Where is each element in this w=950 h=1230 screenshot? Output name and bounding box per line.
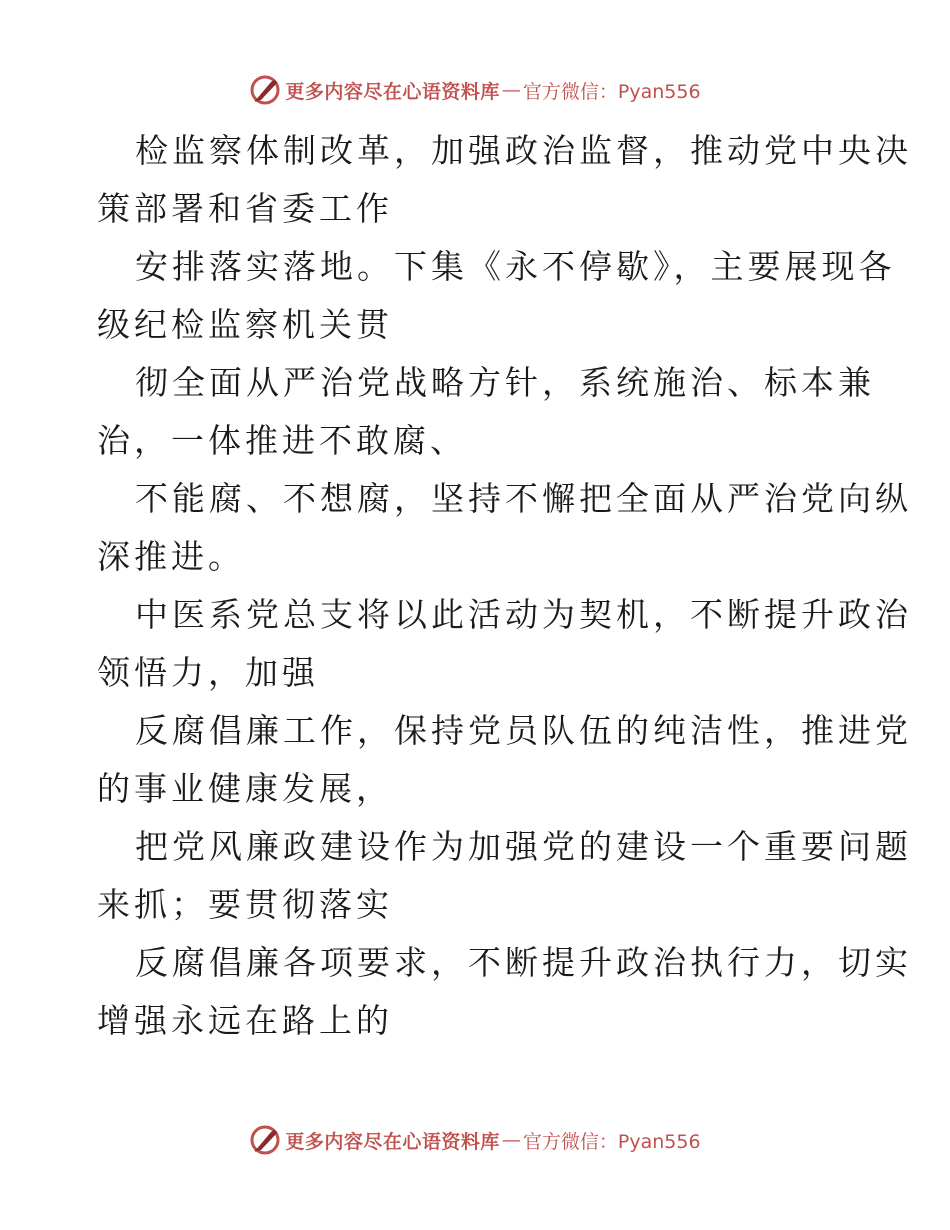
paragraph-line: 级纪检监察机关贯	[97, 305, 393, 344]
paragraph-line: 深推进。	[97, 537, 245, 576]
paragraph-line: 中医系党总支将以此活动为契机，不断提升政治	[135, 595, 912, 634]
paragraph-line: 来抓；要贯彻落实	[97, 885, 393, 924]
footer-banner	[0, 1120, 950, 1160]
header-banner	[0, 70, 950, 110]
header-brand: 更多内容尽在心语资料库	[285, 80, 500, 103]
header-dash: —	[501, 79, 521, 101]
paragraph-line: 的事业健康发展，	[97, 769, 393, 808]
paragraph-line: 不能腐、不想腐，坚持不懈把全面从严治党向纵	[135, 479, 912, 518]
paragraph-line: 增强永远在路上的	[97, 1001, 393, 1040]
footer-dash: —	[501, 1129, 521, 1151]
header-official-wechat: 官方微信：Pyan556	[522, 80, 701, 103]
paragraph-line: 安排落实落地。下集《永不停歇》，主要展现各	[135, 247, 896, 286]
paragraph	[97, 238, 896, 354]
footer-official-wechat: 官方微信：Pyan556	[522, 1130, 701, 1153]
quill-pen-logo-icon	[249, 1124, 281, 1156]
paragraph	[97, 934, 912, 1050]
footer-brand: 更多内容尽在心语资料库	[285, 1130, 500, 1153]
paragraph	[97, 122, 912, 238]
paragraph-line: 治，一体推进不敢腐、	[97, 421, 467, 460]
quill-pen-logo-icon	[249, 74, 281, 106]
paragraph	[97, 818, 912, 934]
paragraph-line: 领悟力，加强	[97, 653, 319, 692]
paragraph	[97, 586, 912, 702]
document-body	[97, 122, 912, 1050]
paragraph	[97, 702, 912, 818]
paragraph-line: 把党风廉政建设作为加强党的建设一个重要问题	[135, 827, 912, 866]
paragraph	[97, 470, 912, 586]
paragraph-line: 彻全面从严治党战略方针，系统施治、标本兼	[135, 363, 875, 402]
paragraph-line: 检监察体制改革，加强政治监督，推动党中央决	[135, 131, 912, 170]
paragraph-line: 策部署和省委工作	[97, 189, 393, 228]
paragraph-line: 反腐倡廉各项要求，不断提升政治执行力，切实	[135, 943, 912, 982]
paragraph-line: 反腐倡廉工作，保持党员队伍的纯洁性，推进党	[135, 711, 912, 750]
paragraph	[97, 354, 875, 470]
